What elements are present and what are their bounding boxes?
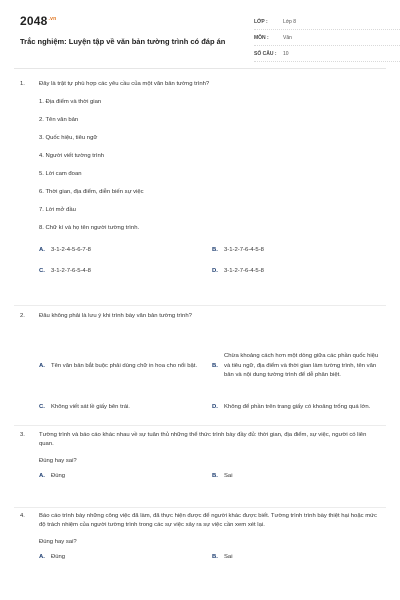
list-item: 3. Quốc hiệu, tiêu ngữ [39,135,98,142]
option-letter: B. [212,362,218,369]
question-text: Tường trình và báo cáo khác nhau về sự tuân thủ những thể thức trình bày đầy đủ: thời gian, địa điểm, sự việc, người có liên quan. [39,432,367,448]
header-divider [14,68,386,69]
meta-key: SỐ CÂU : [254,50,277,57]
option-a[interactable] [39,472,199,481]
option-a[interactable] [39,553,199,562]
question-1 [20,80,380,284]
meta-value: Lớp 8 [283,18,297,25]
question-3 [20,431,380,484]
option-letter: D. [212,403,218,410]
option-letter: B. [212,247,218,254]
option-text: Không để phần trên trang giấy có khoảng trống quá lớn. [224,403,371,410]
question-items [39,98,380,233]
meta-row-subject [254,30,400,46]
meta-row-count [254,46,400,62]
option-text: Tên văn bản bắt buộc phải dùng chữ in hoa cho nổi bật. [51,362,198,369]
option-b[interactable] [212,553,380,562]
option-text: Không viết sát lề giấy bên trái. [51,403,130,410]
option-text: 3-1-2-4-5-6-7-8 [51,247,91,254]
answer-options [39,321,380,421]
option-letter: C. [39,268,45,275]
question-number: 1. [20,81,25,87]
list-item: 2. Tên văn bản [39,117,79,124]
meta-value: Văn [283,34,292,41]
answer-options [39,466,380,484]
list-item: 1. Địa điểm và thời gian [39,99,102,106]
question-hint: Đúng hay sai? [39,539,77,546]
option-a[interactable] [39,343,199,389]
option-text: Sai [224,473,233,480]
question-text: Báo cáo trình bày những công việc đã làm, đã thực hiện được để người khác được biết. Tường trình trình bày thiệt hại hoặc mức độ trách nhiệm của người tường trình trong các sự việc xảy ra sự việc cần xem xét lại. [39,513,377,529]
list-item: 8. Chữ kí và họ tên người tường trình. [39,225,140,232]
question-text: Đây là trật tự phù hợp các yêu cầu của một văn bản tường trình? [39,81,210,87]
option-text: 3-1-2-7-6-4-5-8 [224,268,264,275]
quiz-meta [254,14,400,62]
answer-options [39,242,380,284]
option-a[interactable] [39,246,199,255]
option-text: Sai [224,554,233,561]
meta-key: LỚP : [254,18,268,25]
option-letter: C. [39,403,45,410]
question-hint: Đúng hay sai? [39,458,77,465]
option-text: Đúng [51,473,66,480]
option-letter: A. [39,554,45,561]
question-text: Đâu không phải là lưu ý khi trình bày văn bản tường trình? [39,313,192,319]
option-letter: B. [212,554,218,561]
meta-key: MÔN : [254,34,269,41]
question-divider [14,507,386,508]
question-number: 3. [20,432,25,438]
question-divider [14,425,386,426]
option-b[interactable] [212,246,380,255]
option-text: 3-1-2-7-6-5-4-8 [51,268,91,275]
option-d[interactable] [212,267,380,276]
meta-value: 10 [283,50,289,57]
option-c[interactable] [39,397,199,417]
option-c[interactable] [39,267,199,276]
option-letter: A. [39,473,45,480]
logo-text: 2048 [20,14,48,28]
option-letter: B. [212,473,218,480]
meta-row-class [254,14,400,30]
option-b[interactable] [212,341,380,391]
page-title: Trắc nghiệm: Luyện tập về văn bản tường trình có đáp án [20,37,226,46]
option-b[interactable] [212,472,380,481]
option-d[interactable] [212,396,380,418]
answer-options [39,547,380,565]
logo-suffix: .vn [48,16,57,22]
site-logo[interactable] [20,14,56,28]
option-text: Đúng [51,554,66,561]
header [20,14,380,64]
question-number: 4. [20,513,25,519]
question-divider [14,305,386,306]
option-text: 3-1-2-7-6-4-5-8 [224,247,264,254]
question-2 [20,312,380,421]
option-letter: D. [212,268,218,275]
list-item: 4. Người viết tường trình [39,153,105,160]
question-4 [20,512,380,565]
option-letter: A. [39,362,45,369]
option-letter: A. [39,247,45,254]
list-item: 6. Thời gian, địa điểm, diễn biến sự việc [39,189,144,196]
question-number: 2. [20,313,25,319]
list-item: 5. Lời cam đoan [39,171,82,178]
list-item: 7. Lời mở đầu [39,207,76,214]
option-text: Chừa khoảng cách hơn một dòng giữa các phần quốc hiệu và tiêu ngữ, địa điểm và thời gian làm tường trình, tên văn bản và nội dung tường trình để dễ phân biệt. [224,353,379,378]
